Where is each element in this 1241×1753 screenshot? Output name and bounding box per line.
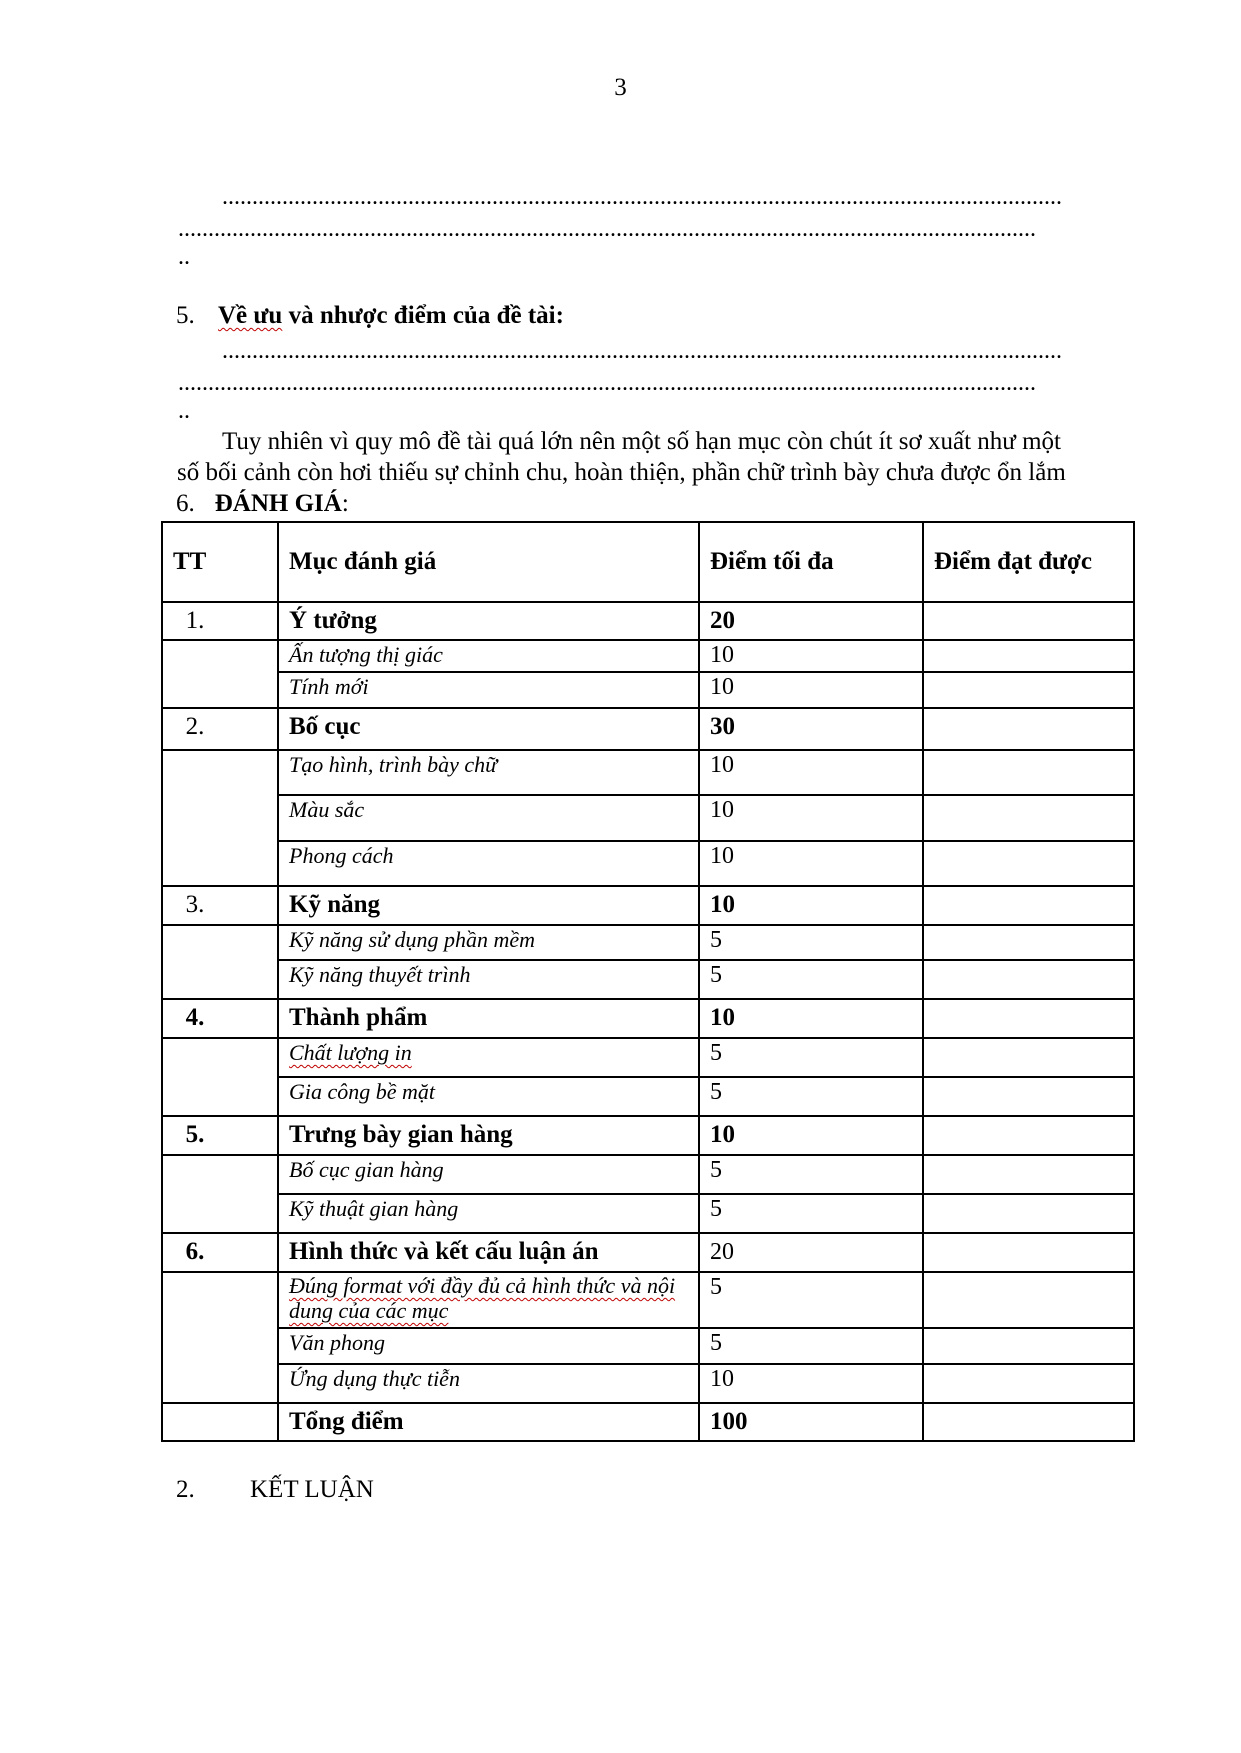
- table-row: [162, 1155, 1134, 1194]
- header-achieved-score: Điểm đạt được: [923, 522, 1134, 602]
- header-max-score: Điểm tối đa: [699, 522, 923, 602]
- table-row: [162, 1233, 1134, 1272]
- achieved-score-cell[interactable]: [923, 1038, 1134, 1077]
- achieved-score-cell[interactable]: [923, 841, 1134, 886]
- sub-max-score: 10: [699, 841, 923, 886]
- sub-criterion: Văn phong: [278, 1328, 699, 1364]
- achieved-score-cell[interactable]: [923, 925, 1134, 960]
- section6-number: 6.: [176, 490, 195, 517]
- section6-heading: [176, 490, 349, 518]
- table-row: [162, 1116, 1134, 1155]
- sub-criterion: [278, 1038, 699, 1077]
- sub-max-score: 10: [699, 1364, 923, 1403]
- empty-tt-cell: [162, 925, 278, 999]
- table-row: [162, 795, 1134, 841]
- sub-criterion: Ấn tượng thị giác: [278, 640, 699, 672]
- sub-max-score: 10: [699, 795, 923, 841]
- sub-criterion: Ứng dụng thực tiễn: [278, 1364, 699, 1403]
- sub-criterion: Tính mới: [278, 672, 699, 708]
- group-max-score: 20: [699, 1233, 923, 1272]
- empty-tt-cell: [162, 1403, 278, 1441]
- group-number: 3.: [162, 886, 278, 925]
- sub-criterion: Kỹ năng thuyết trình: [278, 960, 699, 999]
- achieved-score-cell[interactable]: [923, 999, 1134, 1038]
- section5-paragraph-line-1: Tuy nhiên vì quy mô đề tài quá lớn nên một số hạn mục còn chút ít sơ xuất như một: [222, 428, 1061, 455]
- table-row: [162, 841, 1134, 886]
- table-row: [162, 1364, 1134, 1403]
- table-row: [162, 1194, 1134, 1233]
- sub-max-score: 5: [699, 925, 923, 960]
- achieved-score-cell[interactable]: [923, 795, 1134, 841]
- achieved-score-cell[interactable]: [923, 602, 1134, 640]
- dotted-line: ...............................................................................................................................................: [178, 370, 1036, 396]
- conclusion-number: 2.: [176, 1476, 195, 1503]
- empty-tt-cell: [162, 1272, 278, 1403]
- group-name: Kỹ năng: [278, 886, 699, 925]
- sub-criterion: [278, 1272, 699, 1328]
- sub-max-score: 5: [699, 1155, 923, 1194]
- table-row: [162, 960, 1134, 999]
- table-row: [162, 1328, 1134, 1364]
- empty-tt-cell: [162, 640, 278, 708]
- group-number: 2.: [162, 708, 278, 750]
- achieved-score-cell[interactable]: [923, 960, 1134, 999]
- section5-title-underlined: Về ưu: [218, 302, 283, 329]
- sub-max-score: 10: [699, 750, 923, 795]
- section5-title: [218, 302, 564, 330]
- achieved-score-cell[interactable]: [923, 1233, 1134, 1272]
- table-row: [162, 602, 1134, 640]
- section6-colon: :: [341, 490, 349, 517]
- table-row: [162, 750, 1134, 795]
- group-name: Bố cục: [278, 708, 699, 750]
- group-max-score: 20: [699, 602, 923, 640]
- empty-tt-cell: [162, 750, 278, 886]
- achieved-score-cell[interactable]: [923, 1364, 1134, 1403]
- sub-max-score: 5: [699, 1194, 923, 1233]
- table-row: [162, 925, 1134, 960]
- group-number: 1.: [162, 602, 278, 640]
- sub-max-score: 5: [699, 1328, 923, 1364]
- table-row: [162, 1272, 1134, 1328]
- achieved-score-cell[interactable]: [923, 1194, 1134, 1233]
- table-row: [162, 999, 1134, 1038]
- dotted-line: ............................................................................................................................................: [222, 338, 1062, 364]
- sub-criterion: Gia công bề mặt: [278, 1077, 699, 1116]
- table-total-row: [162, 1403, 1134, 1441]
- section5-title-rest: và nhược điểm của đề tài:: [282, 302, 564, 329]
- achieved-score-cell[interactable]: [923, 1403, 1134, 1441]
- group-name: Hình thức và kết cấu luận án: [278, 1233, 699, 1272]
- achieved-score-cell[interactable]: [923, 1155, 1134, 1194]
- sub-criterion: Bố cục gian hàng: [278, 1155, 699, 1194]
- group-number: 4.: [162, 999, 278, 1038]
- sub-criterion-text: Đúng format với đầy đủ cả hình thức và nội dung của các mục: [289, 1273, 676, 1323]
- empty-tt-cell: [162, 1155, 278, 1233]
- group-max-score: 10: [699, 886, 923, 925]
- table-row: [162, 672, 1134, 708]
- sub-max-score: 10: [699, 672, 923, 708]
- achieved-score-cell[interactable]: [923, 1328, 1134, 1364]
- dotted-line: ..: [178, 398, 190, 424]
- table-row: [162, 640, 1134, 672]
- group-name: Thành phẩm: [278, 999, 699, 1038]
- section6-title: ĐÁNH GIÁ: [214, 490, 342, 517]
- achieved-score-cell[interactable]: [923, 1272, 1134, 1328]
- table-row: [162, 708, 1134, 750]
- table-row: [162, 886, 1134, 925]
- table-header-row: [162, 522, 1134, 602]
- conclusion-title: KẾT LUẬN: [250, 1476, 374, 1503]
- total-label: Tổng điểm: [278, 1403, 699, 1441]
- group-name: Ý tưởng: [278, 602, 699, 640]
- group-max-score: 10: [699, 999, 923, 1038]
- group-number: 6.: [162, 1233, 278, 1272]
- achieved-score-cell[interactable]: [923, 1116, 1134, 1155]
- sub-criterion: Kỹ thuật gian hàng: [278, 1194, 699, 1233]
- achieved-score-cell[interactable]: [923, 640, 1134, 672]
- sub-max-score: 10: [699, 640, 923, 672]
- header-tt: TT: [162, 522, 278, 602]
- achieved-score-cell[interactable]: [923, 708, 1134, 750]
- total-value: 100: [699, 1403, 923, 1441]
- evaluation-table: [161, 521, 1135, 1442]
- sub-max-score: 5: [699, 960, 923, 999]
- sub-criterion: Tạo hình, trình bày chữ: [278, 750, 699, 795]
- group-max-score: 10: [699, 1116, 923, 1155]
- achieved-score-cell[interactable]: [923, 1077, 1134, 1116]
- sub-criterion: Phong cách: [278, 841, 699, 886]
- header-criteria: Mục đánh giá: [278, 522, 699, 602]
- dotted-line: ..: [178, 244, 190, 270]
- sub-max-score: 5: [699, 1038, 923, 1077]
- achieved-score-cell[interactable]: [923, 886, 1134, 925]
- achieved-score-cell[interactable]: [923, 750, 1134, 795]
- page-number: 3: [614, 74, 627, 101]
- group-max-score: 30: [699, 708, 923, 750]
- sub-criterion: Kỹ năng sử dụng phần mềm: [278, 925, 699, 960]
- dotted-line: ............................................................................................................................................: [222, 184, 1062, 210]
- sub-max-score: 5: [699, 1077, 923, 1116]
- empty-tt-cell: [162, 1038, 278, 1116]
- section5-paragraph-line-2: số bối cảnh còn hơi thiếu sự chỉnh chu, hoàn thiện, phần chữ trình bày chưa được ổn lắm: [177, 459, 1066, 486]
- sub-max-score: 5: [699, 1272, 923, 1328]
- sub-criterion-text: Chất lượng in: [289, 1040, 412, 1065]
- dotted-line: ...............................................................................................................................................: [178, 216, 1036, 242]
- table-row: [162, 1077, 1134, 1116]
- section5-number: 5.: [176, 302, 195, 329]
- group-number: 5.: [162, 1116, 278, 1155]
- sub-criterion: Màu sắc: [278, 795, 699, 841]
- table-row: [162, 1038, 1134, 1077]
- group-name: Trưng bày gian hàng: [278, 1116, 699, 1155]
- achieved-score-cell[interactable]: [923, 672, 1134, 708]
